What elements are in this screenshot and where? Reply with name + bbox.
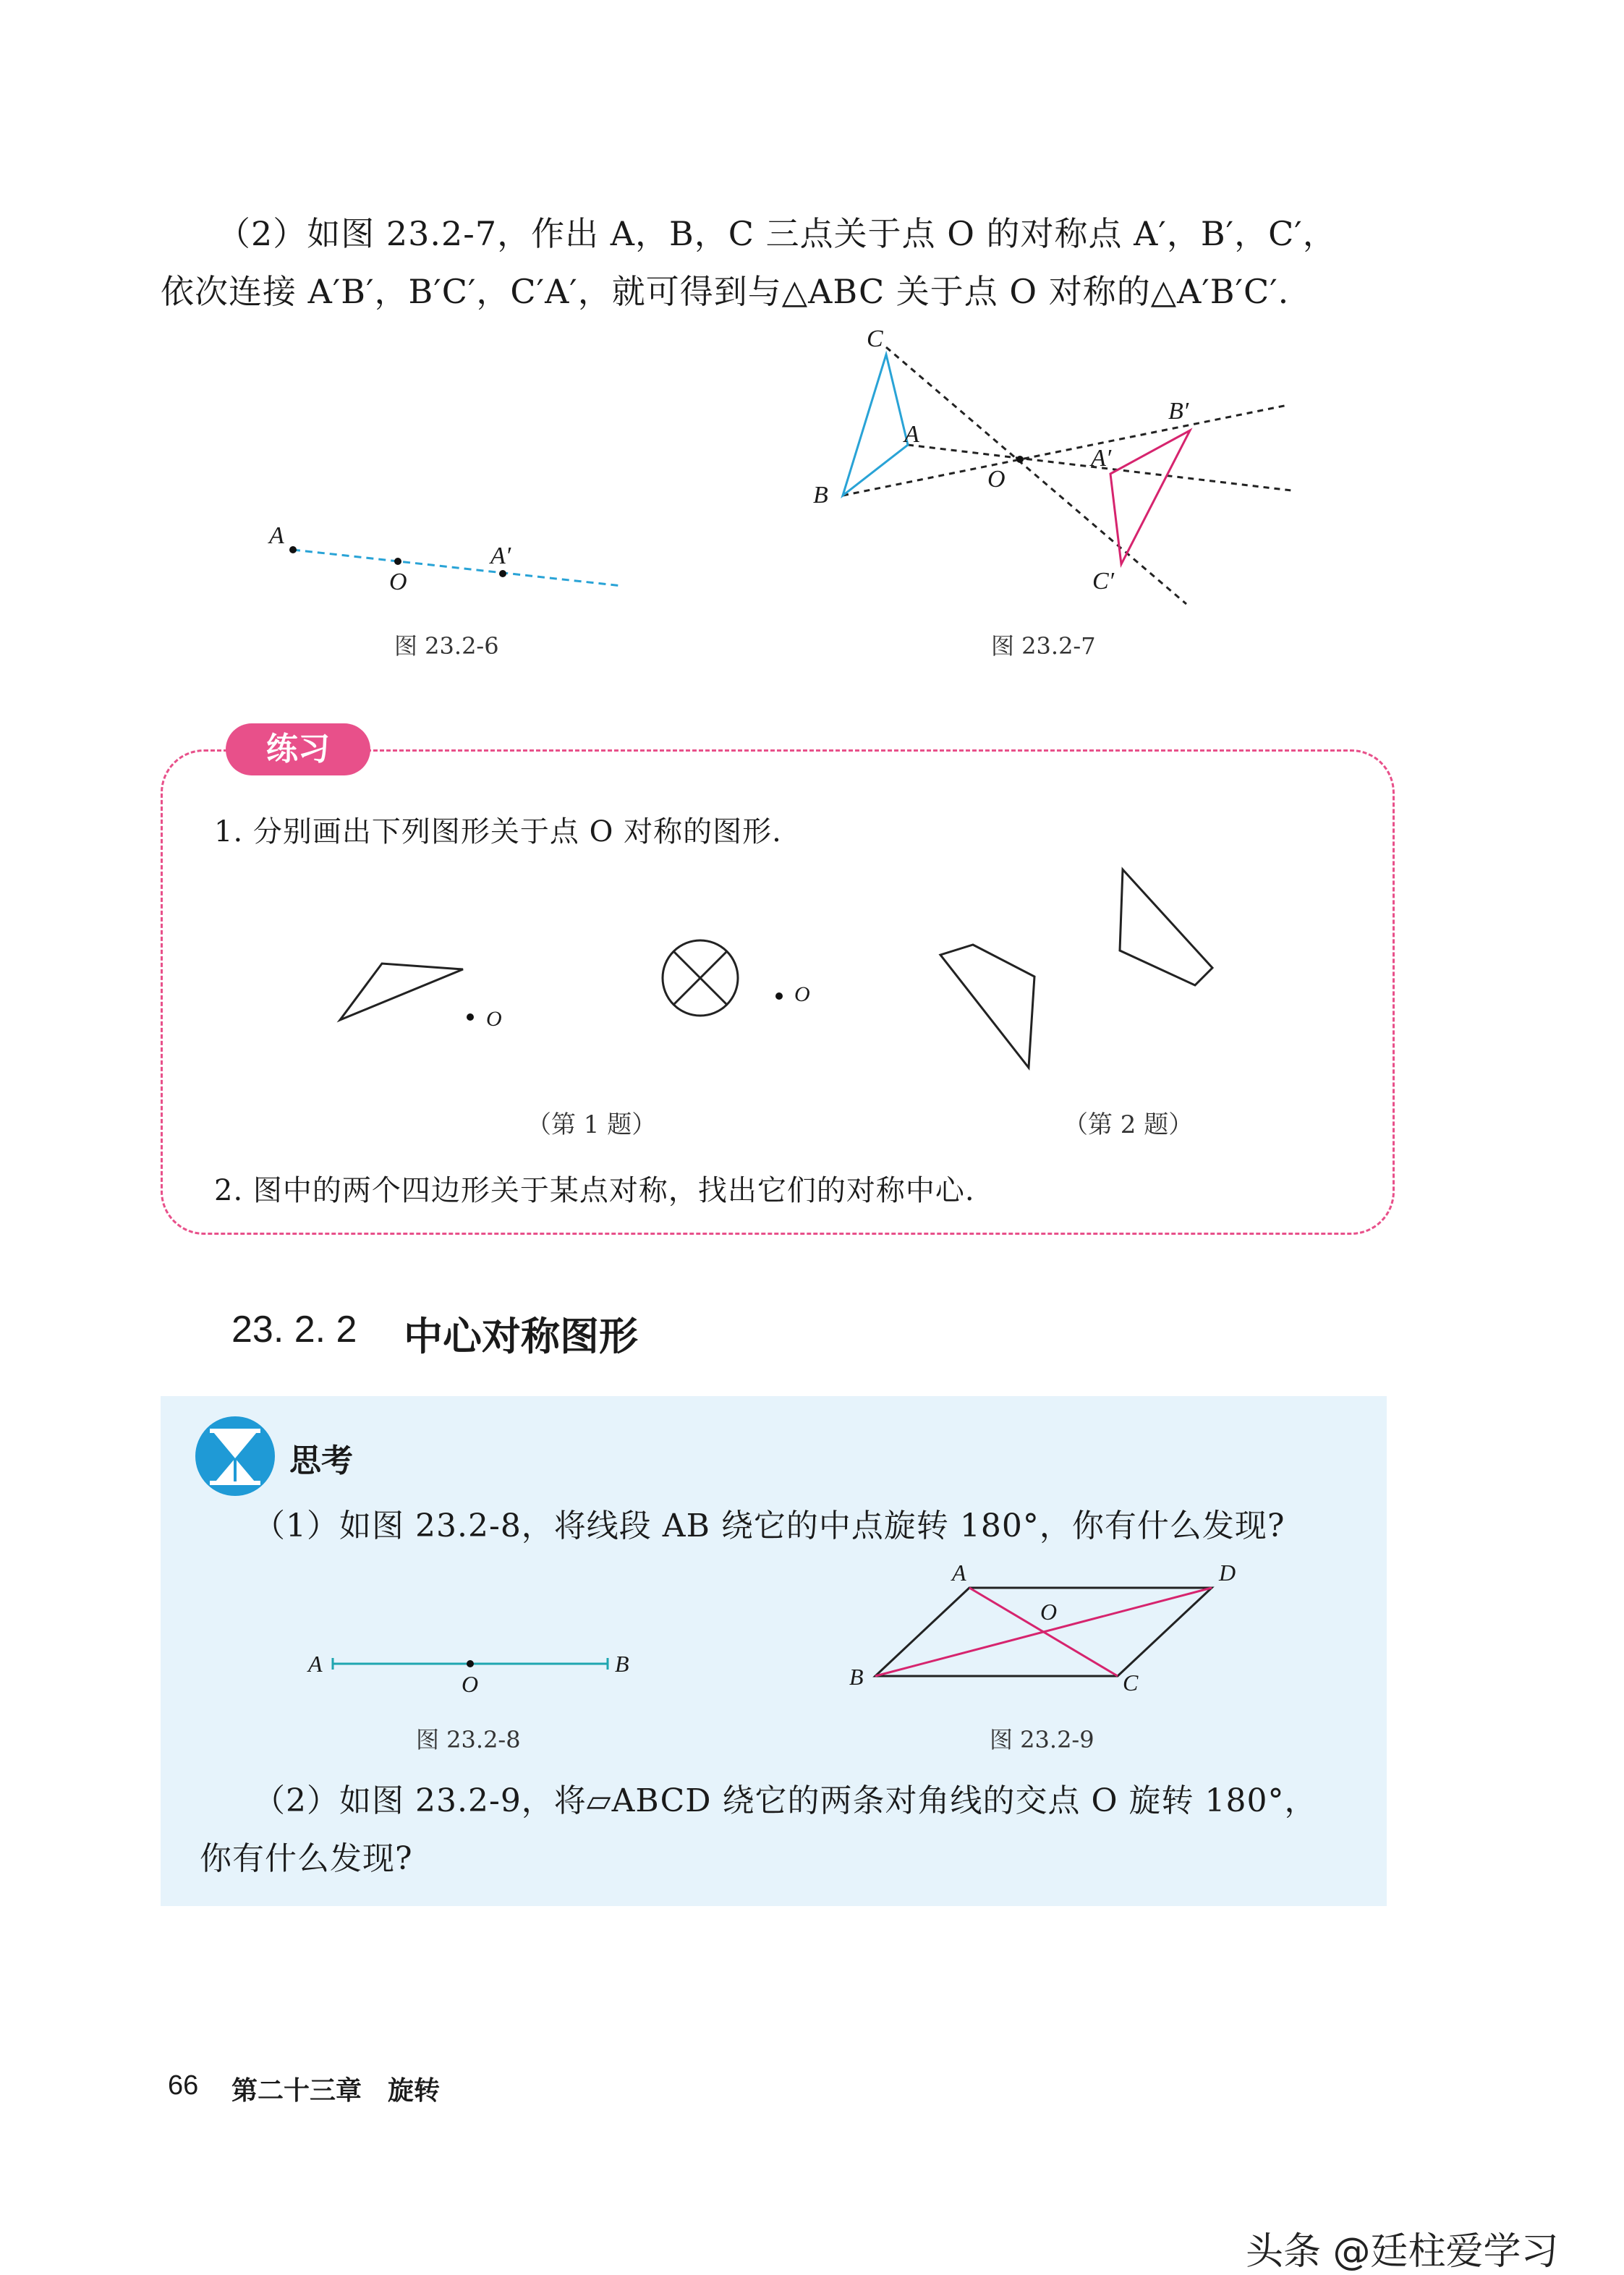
- intro-line-2: 依次连接 A′B′，B′C′，C′A′，就可得到与△ABC 关于点 O 对称的△A′B′C′.: [161, 272, 1290, 311]
- hourglass-icon-glyph: [195, 1416, 275, 1496]
- practice-q2: 2. 图中的两个四边形关于某点对称，找出它们的对称中心.: [214, 1174, 975, 1207]
- practice-q1: 1. 分别画出下列图形关于点 O 对称的图形.: [214, 815, 782, 849]
- watermark: 头条 @廷柱爱学习: [1246, 2230, 1559, 2274]
- fig6-label-a: A: [269, 522, 284, 549]
- practice-tag: 练习: [226, 723, 370, 775]
- fig8-label-a: A: [308, 1651, 323, 1677]
- hourglass-icon: [195, 1416, 275, 1496]
- fig7-label-o: O: [987, 466, 1006, 493]
- fig7-label-c: C: [867, 326, 883, 352]
- fig7-caption: 图 23.2-7: [991, 632, 1096, 660]
- figure-23-2-8: [304, 1642, 651, 1700]
- practice-figures: [318, 854, 1244, 1092]
- fig9-label-c: C: [1123, 1670, 1139, 1696]
- figure-23-2-9: [846, 1562, 1251, 1707]
- fig9-label-b: B: [849, 1664, 864, 1690]
- fig7-label-c-prime: C′: [1092, 568, 1115, 595]
- fig9-label-o: O: [1040, 1599, 1058, 1625]
- fig8-label-b: B: [615, 1651, 629, 1677]
- fig9-caption: 图 23.2-9: [990, 1726, 1094, 1753]
- think-q1: （1）如图 23.2-8，将线段 AB 绕它的中点旋转 180°，你有什么发现?: [253, 1508, 1285, 1544]
- fig9-diagram: [846, 1562, 1251, 1707]
- fig8-label-o: O: [462, 1671, 479, 1697]
- fig7-label-a-prime: A′: [1091, 445, 1112, 472]
- fig6-label-o: O: [389, 569, 407, 595]
- fig6-caption: 图 23.2-6: [394, 632, 499, 660]
- practice-label-o1: O: [486, 1007, 502, 1031]
- section-title: 中心对称图形: [404, 1314, 638, 1359]
- practice-cap1: （第 1 题）: [527, 1110, 657, 1139]
- fig9-label-a: A: [952, 1560, 966, 1586]
- fig6-label-a-prime: A′: [490, 543, 511, 569]
- think-q2-line1: （2）如图 23.2-9，将▱ABCD 绕它的两条对角线的交点 O 旋转 180°，: [253, 1782, 1317, 1819]
- figure-23-2-7: [810, 326, 1317, 615]
- fig7-diagram: [810, 326, 1317, 615]
- practice-diagram: [318, 854, 1244, 1092]
- section-number: 23. 2. 2: [231, 1309, 357, 1351]
- fig7-label-b: B: [813, 482, 828, 509]
- think-title: 思考: [289, 1442, 353, 1479]
- fig7-label-a: A: [904, 421, 919, 448]
- think-q2-line2: 你有什么发现?: [200, 1840, 413, 1877]
- fig9-label-d: D: [1219, 1560, 1236, 1586]
- fig8-caption: 图 23.2-8: [416, 1726, 521, 1753]
- intro-line-1: （2）如图 23.2-7，作出 A，B，C 三点关于点 O 的对称点 A′，B′，C′，: [217, 214, 1337, 253]
- practice-label-o2: O: [794, 982, 810, 1006]
- chapter-label: 第二十三章 旋转: [231, 2075, 441, 2106]
- practice-cap2: （第 2 题）: [1063, 1110, 1194, 1139]
- page-number: 66: [168, 2070, 199, 2101]
- fig7-label-b-prime: B′: [1168, 398, 1189, 425]
